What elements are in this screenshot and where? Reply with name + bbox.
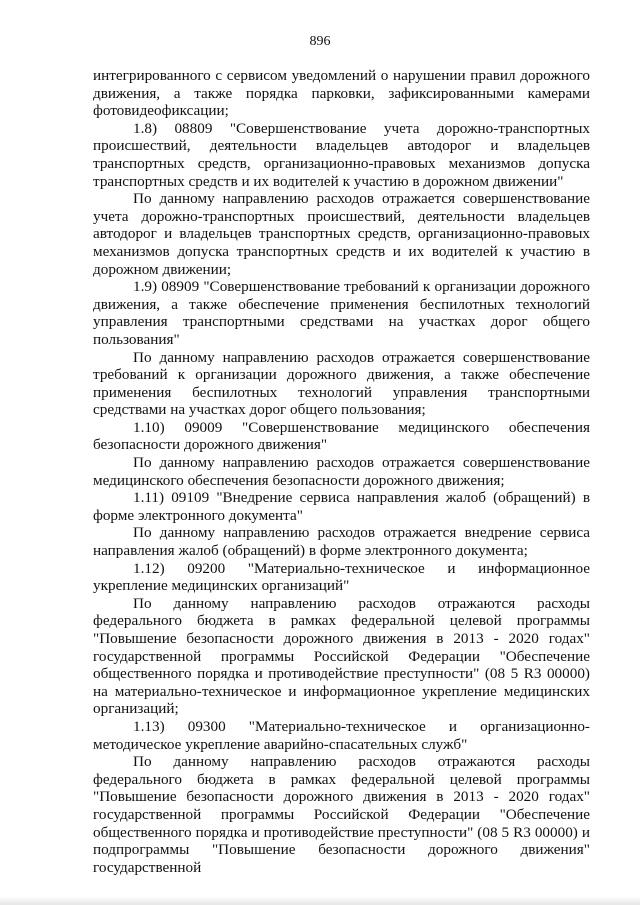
paragraph-item-1-10: 1.10) 09009 "Совершенствование медицинского обеспечения безопасности дорожного движения" xyxy=(93,418,590,454)
paragraph-continuation: интегрированного с сервисом уведомлений о нарушении правил дорожного движения, а также порядка парковки, зафиксированными камерами фотовидеофиксации; xyxy=(93,67,590,120)
paragraph-item-1-8: 1.8) 08809 "Совершенствование учета дорожно-транспортных происшествий, деятельности владельцев автодорог и владельцев транспортных средств, организационно-правовых механизмов допуска транспортных средств и их водителей к участию в дорожном движении" xyxy=(93,119,590,190)
paragraph-item-1-13: 1.13) 09300 "Материально-техническое и организационно-методическое укрепление аварийно-спасательных служб" xyxy=(93,717,590,753)
paragraph-item-1-10-description: По данному направлению расходов отражается совершенствование медицинского обеспечения безопасности дорожного движения; xyxy=(93,454,590,489)
paragraph-item-1-9: 1.9) 08909 "Совершенствование требований к организации дорожного движения, а также обеспечение применения беспилотных технологий управления транспортными средствами на участках дорог общего пользования" xyxy=(93,278,590,348)
page-number: 896 xyxy=(309,34,331,49)
paragraph-item-1-12-description: По данному направлению расходов отражаются расходы федерального бюджета в рамках федеральной целевой программы "Повышение безопасности дорожного движения в 2013 - 2020 годах" государственной программы Российской Федерации "Обеспечение общественного порядка и противодействие преступности" (08 5 R3 00000) на материально-техническое и информационное укрепление медицинских организаций; xyxy=(93,594,590,718)
document-body xyxy=(93,67,590,876)
paragraph-item-1-9-description: По данному направлению расходов отражается совершенствование требований к организации дорожного движения, а также обеспечение применения беспилотных технологий управления транспортными средствами на участках дорог общего пользования; xyxy=(93,348,590,419)
paragraph-item-1-11: 1.11) 09109 "Внедрение сервиса направления жалоб (обращений) в форме электронного документа" xyxy=(93,489,590,524)
scan-bottom-edge xyxy=(0,896,640,905)
paragraph-item-1-8-description: По данному направлению расходов отражается совершенствование учета дорожно-транспортных происшествий, деятельности владельцев автодорог и владельцев транспортных средств, организационно-правовых механизмов допуска транспортных средств и их водителей к участию в дорожном движении; xyxy=(93,190,590,278)
paragraph-item-1-12: 1.12) 09200 "Материально-техническое и информационное укрепление медицинских организаций" xyxy=(93,559,590,595)
paragraph-item-1-11-description: По данному направлению расходов отражается внедрение сервиса направления жалоб (обращений) в форме электронного документа; xyxy=(93,524,590,560)
paragraph-item-1-13-description: По данному направлению расходов отражаются расходы федерального бюджета в рамках федеральной целевой программы "Повышение безопасности дорожного движения в 2013 - 2020 годах" государственной программы Российской Федерации "Обеспечение общественного порядка и противодействие преступности" (08 5 R3 00000) и подпрограммы "Повышение безопасности дорожного движения" государственной xyxy=(93,753,590,876)
